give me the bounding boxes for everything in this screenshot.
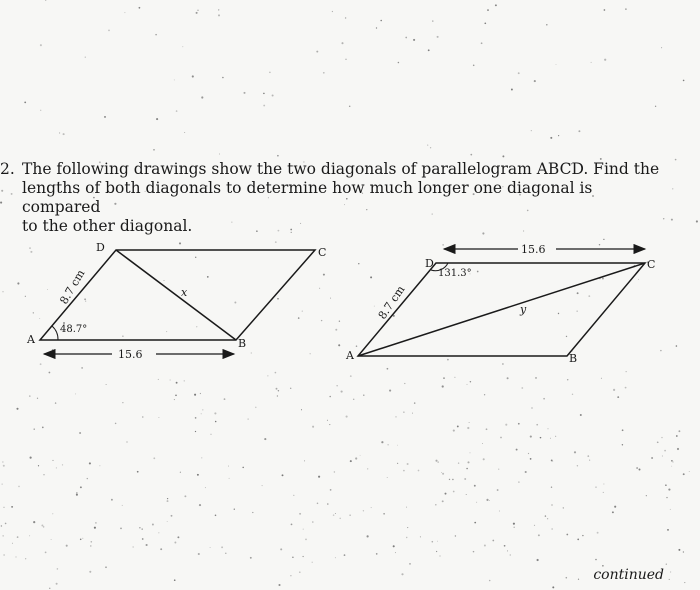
figure-2-angle-label: 131.3° bbox=[438, 268, 472, 279]
figure-2-vertex-B: B bbox=[569, 352, 578, 365]
figure-2-diagonal-y bbox=[358, 263, 645, 356]
figure-2-vertex-D: D bbox=[425, 257, 434, 270]
figure-2-parallelogram bbox=[345, 242, 655, 365]
figure-1-vertex-D: D bbox=[96, 241, 105, 254]
figure-1-vertex-C: C bbox=[318, 246, 327, 259]
figure-1-diagonal-label: x bbox=[181, 286, 188, 299]
figure-1-base-label: 15.6 bbox=[118, 348, 143, 361]
figure-1-vertex-A: A bbox=[27, 333, 35, 346]
figure-1-vertex-B: B bbox=[238, 337, 247, 350]
figure-1-side-label: 8.7 cm bbox=[57, 267, 88, 307]
figure-2-diagonal-label: y bbox=[520, 303, 527, 316]
figure-1-diagonal-x bbox=[116, 250, 236, 340]
problem-line-1: The following drawings show the two diagonals of parallelogram ABCD. Find the bbox=[22, 160, 660, 178]
problem-line-2: lengths of both diagonals to determine how much longer one diagonal is compared bbox=[22, 179, 593, 216]
continued-label: continued bbox=[593, 567, 664, 583]
figure-2-top-label: 15.6 bbox=[521, 243, 546, 256]
figure-1-angle-label: 48.7° bbox=[60, 324, 88, 335]
problem-number: 2. bbox=[0, 160, 15, 178]
problem-line-3: to the other diagonal. bbox=[22, 217, 193, 235]
figure-2-vertex-A: A bbox=[346, 349, 354, 362]
figure-2-vertex-C: C bbox=[647, 258, 656, 271]
figure-2-side-label: 8.7 cm bbox=[375, 283, 408, 322]
figure-1-parallelogram bbox=[26, 241, 326, 361]
figure-1-angle-arc bbox=[52, 326, 58, 340]
